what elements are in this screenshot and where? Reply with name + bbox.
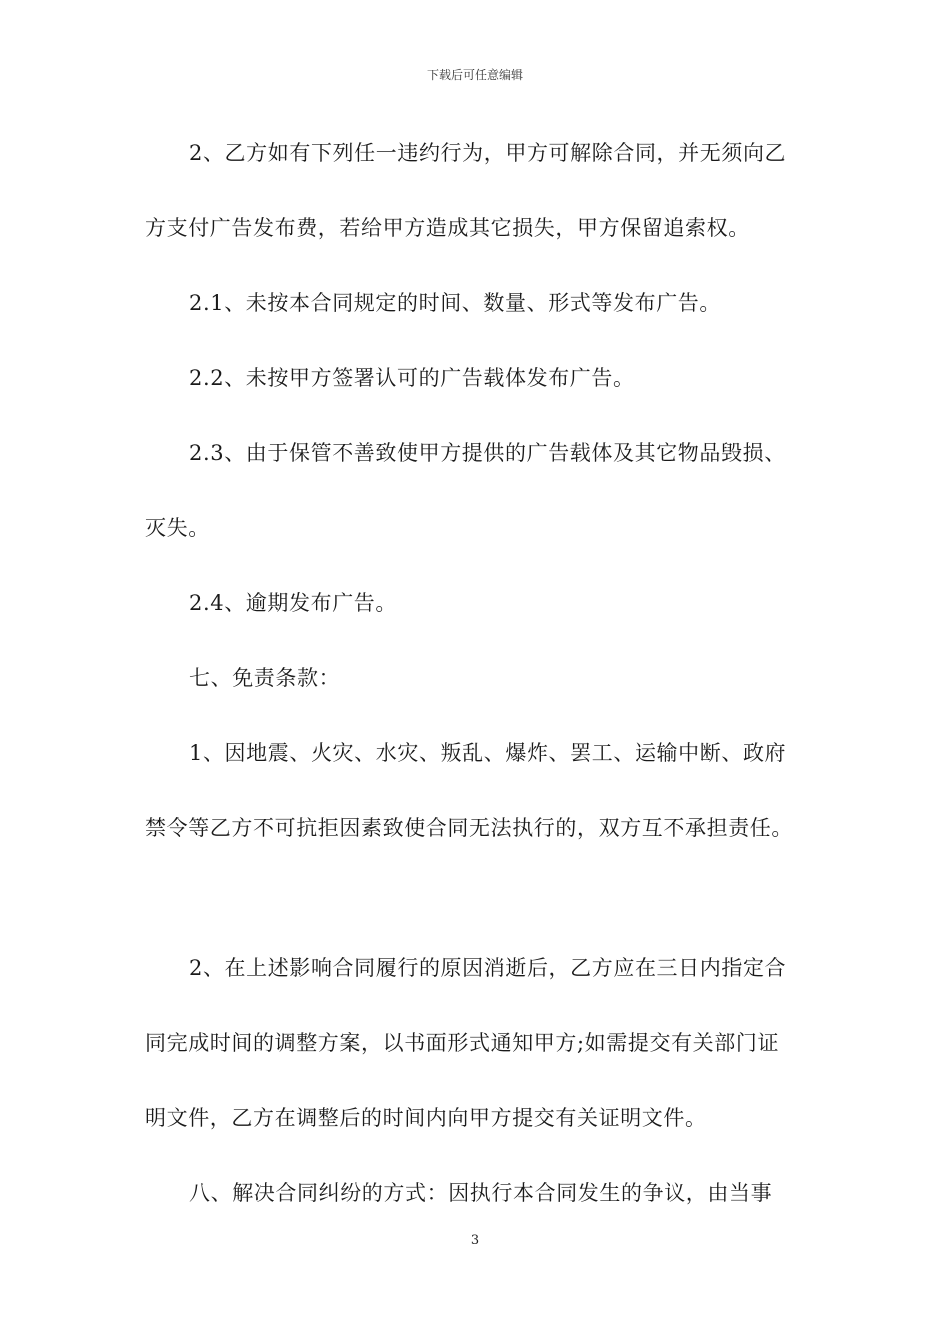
paragraph-line: 1、因地震、火灾、水灾、叛乱、爆炸、罢工、运输中断、政府 xyxy=(189,741,787,765)
paragraph-line: 禁令等乙方不可抗拒因素致使合同无法执行的，双方互不承担责任。 xyxy=(145,816,793,840)
paragraph-line: 2、在上述影响合同履行的原因消逝后，乙方应在三日内指定合 xyxy=(189,956,787,980)
paragraph-line: 2.2、未按甲方签署认可的广告载体发布广告。 xyxy=(189,366,635,390)
paragraph-line: 方支付广告发布费，若给甲方造成其它损失，甲方保留追索权。 xyxy=(145,216,750,240)
paragraph-gap xyxy=(145,881,815,946)
paragraph-line: 2.4、逾期发布广告。 xyxy=(189,591,397,615)
paragraph-line: 灭失。 xyxy=(145,516,210,540)
page-number: 3 xyxy=(470,1233,480,1248)
document-body xyxy=(145,131,815,1246)
paragraph-line: 同完成时间的调整方案，以书面形式通知甲方;如需提交有关部门证 xyxy=(145,1031,780,1055)
paragraph-line: 2.1、未按本合同规定的时间、数量、形式等发布广告。 xyxy=(189,291,721,315)
section-heading: 七、免责条款： xyxy=(189,666,341,690)
section-heading: 八、解决合同纠纷的方式：因执行本合同发生的争议，由当事 xyxy=(189,1181,773,1205)
paragraph-line: 明文件，乙方在调整后的时间内向甲方提交有关证明文件。 xyxy=(145,1106,707,1130)
paragraph-line: 2.3、由于保管不善致使甲方提供的广告载体及其它物品毁损、 xyxy=(189,441,786,465)
document-header-note: 下载后可任意编辑 xyxy=(426,68,523,82)
paragraph-line: 2、乙方如有下列任一违约行为，甲方可解除合同，并无须向乙 xyxy=(189,141,787,165)
